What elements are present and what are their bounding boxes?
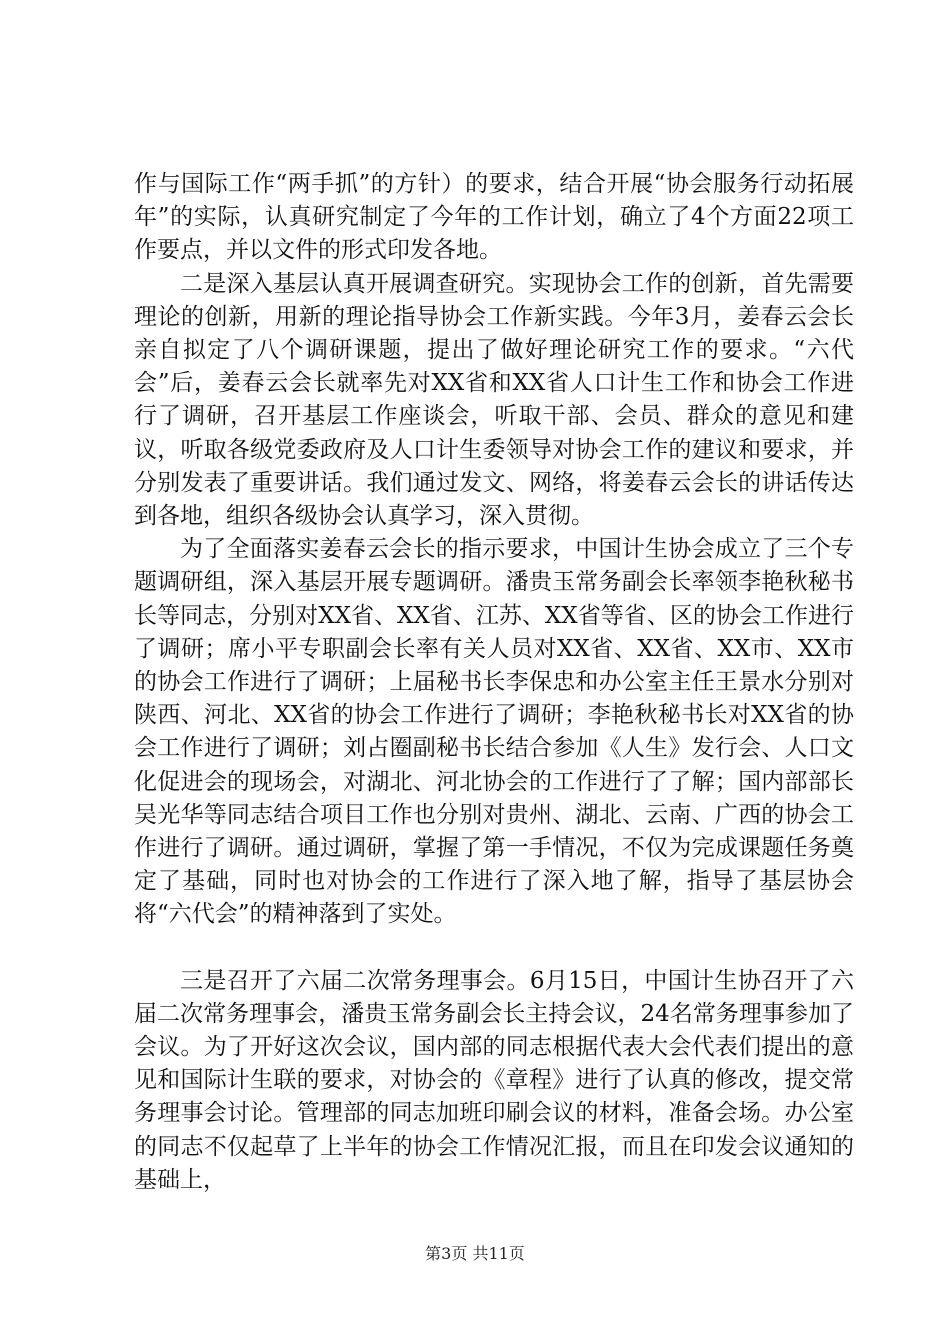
page-footer xyxy=(0,1243,950,1265)
paragraph-research: 二是深入基层认真开展调查研究。实现协会工作的创新，首先需要理论的创新，用新的理论指导协会工作新实践。今年3月，姜春云会长亲自拟定了八个调研课题，提出了做好理论研究工作的要求。“六代会”后，姜春云会长就率先对XX省和XX省人口计生工作和协会工作进行了调研，召开基层工作座谈会，听取干部、会员、群众的意见和建议，听取各级党委政府及人口计生委领导对协会工作的建议和要求，并分别发表了重要讲话。我们通过发文、网络，将姜春云会长的讲话传达到各地，组织各级协会认真学习，深入贯彻。 xyxy=(134,270,854,530)
paragraph-standing-council: 三是召开了六届二次常务理事会。6月15日，中国计生协召开了六届二次常务理事会，潘贵玉常务副会长主持会议，24名常务理事参加了会议。为了开好这次会议，国内部的同志根据代表大会代表们提出的意见和国际计生联的要求，对协会的《章程》进行了认真的修改，提交常务理事会讨论。管理部的同志加班印刷会议的材料，准备会场。办公室的同志不仅起草了上半年的协会工作情况汇报，而且在印发会议通知的基础上， xyxy=(134,967,854,1193)
paragraph-continuation: 作与国际工作“两手抓”的方针）的要求，结合开展“协会服务行动拓展年”的实际，认真研究制定了今年的工作计划，确立了4个方面22项工作要点，并以文件的形式印发各地。 xyxy=(134,171,854,264)
document-body xyxy=(134,168,854,1197)
page-number-label: 第3页 共11页 xyxy=(425,1244,525,1263)
paragraph-research-groups: 为了全面落实姜春云会长的指示要求，中国计生协会成立了三个专题调研组，深入基层开展专题调研。潘贵玉常务副会长率领李艳秋秘书长等同志，分别对XX省、XX省、江苏、XX省等省、区的协会工作进行了调研；席小平专职副会长率有关人员对XX省、XX省、XX市、XX市的协会工作进行了调研；上届秘书长李保忠和办公室主任王景水分别对陕西、河北、XX省的协会工作进行了调研；李艳秋秘书长对XX省的协会工作进行了调研；刘占圈副秘书长结合参加《人生》发行会、人口文化促进会的现场会，对湖北、河北协会的工作进行了了解；国内部部长吴光华等同志结合项目工作也分别对贵州、湖北、云南、广西的协会工作进行了调研。通过调研，掌握了第一手情况，不仅为完成课题任务奠定了基础，同时也对协会的工作进行了深入地了解，指导了基层协会将“六代会”的精神落到了实处。 xyxy=(134,536,854,928)
